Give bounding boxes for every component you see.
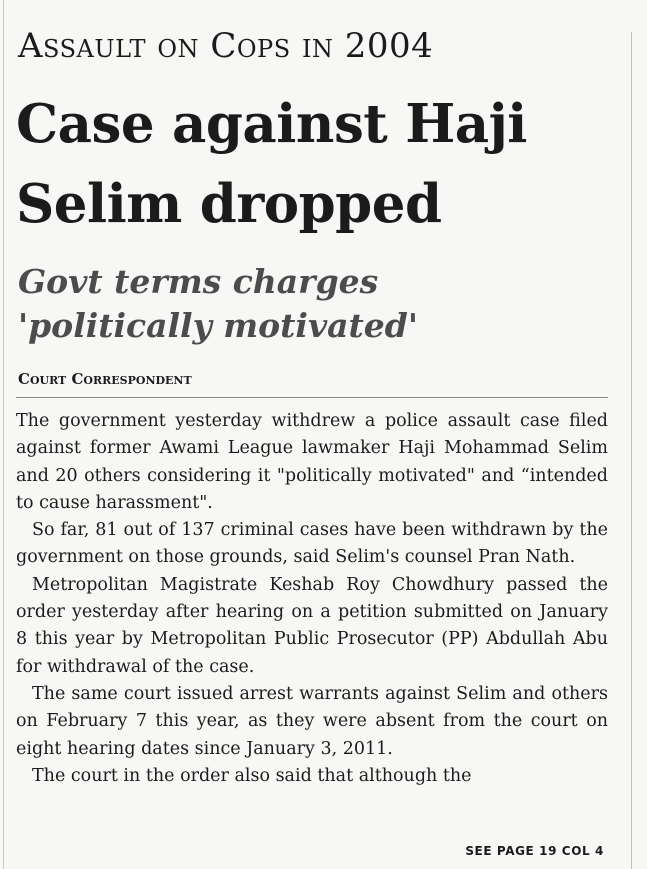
body-paragraph-2: So far, 81 out of 137 criminal cases have been withdrawn by the government on those grounds, said Selim's counsel Pran Nath. xyxy=(16,520,608,568)
article-body xyxy=(16,408,608,790)
byline-rule xyxy=(16,397,608,398)
article-headline xyxy=(16,84,527,244)
body-paragraph-4: The same court issued arrest warrants against Selim and others on February 7 this year, as they were absent from the court on eight hearing dates since January 3, 2011. xyxy=(16,683,608,759)
subhead-line-2: 'politically motivated' xyxy=(18,306,418,345)
article-kicker: Assault on Cops in 2004 xyxy=(18,26,434,66)
body-paragraph-5: The court in the order also said that although the xyxy=(32,765,472,786)
article-subhead xyxy=(18,260,418,348)
body-paragraph-1: The government yesterday withdrew a police assault case filed against former Awami League lawmaker Haji Mohammad Selim and 20 others considering it "politically motivated" and “intended to cause harassment". xyxy=(16,411,608,513)
column-divider-rule xyxy=(631,32,632,869)
subhead-line-1: Govt terms charges xyxy=(18,262,379,301)
page-left-rule xyxy=(3,0,4,869)
continued-on-page-link: SEE PAGE 19 COL 4 xyxy=(465,844,604,858)
article-byline: Court Correspondent xyxy=(18,370,192,388)
body-paragraph-3: Metropolitan Magistrate Keshab Roy Chowdhury passed the order yesterday after hearing on a petition submitted on January 8 this year by Metropolitan Public Prosecutor (PP) Abdullah Abu for withdrawal of the case. xyxy=(16,574,608,677)
headline-line-1: Case against Haji xyxy=(16,93,527,155)
headline-line-2: Selim dropped xyxy=(16,173,442,235)
news-article xyxy=(16,0,612,869)
